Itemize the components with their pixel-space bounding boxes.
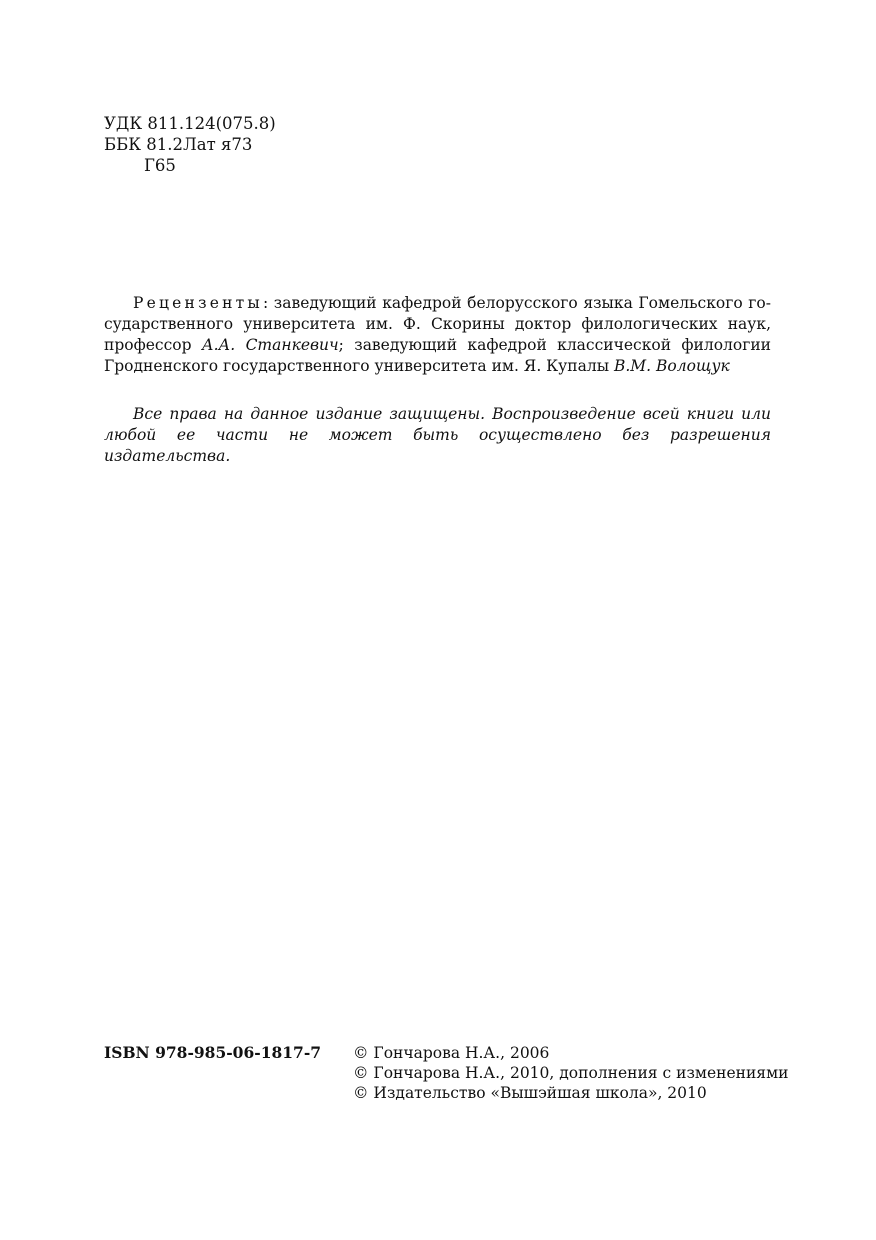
reviewers-label: Рецензенты	[133, 294, 263, 312]
isbn-number: ISBN 978-985-06-1817-7	[104, 1043, 322, 1062]
copyright-line: © Издательство «Вышэйшая школа», 2010	[353, 1084, 707, 1102]
reviewers-text-part1: : заведующий кафедрой белорусского языка Гомельского государственного университета им. Ф. Скорины доктор филологических наук, профессор	[104, 294, 771, 354]
bbk-code: ББК 81.2Лат я73	[104, 135, 253, 154]
copyright-notices	[353, 1043, 788, 1103]
classification-codes	[104, 113, 276, 176]
udk-code: УДК 811.124(075.8)	[104, 114, 276, 133]
reviewers-paragraph	[104, 293, 771, 377]
reviewers-text-part2: ; заведующий кафедрой классической филологии Гродненского государственного университета им. Я. Купалы	[104, 336, 772, 375]
reviewer-name-1: А.А. Станкевич	[201, 336, 339, 354]
author-mark: Г65	[144, 156, 176, 175]
rights-notice: Все права на данное издание защищены. Воспроизведение всей книги или любой ее части не может быть осуществлено без разрешения издательства.	[104, 405, 771, 465]
copyright-line: © Гончарова Н.А., 2010, дополнения с изменениями	[353, 1064, 789, 1082]
copyright-line: © Гончарова Н.А., 2006	[353, 1044, 550, 1062]
reviewer-name-2: В.М. Волощук	[613, 357, 730, 375]
